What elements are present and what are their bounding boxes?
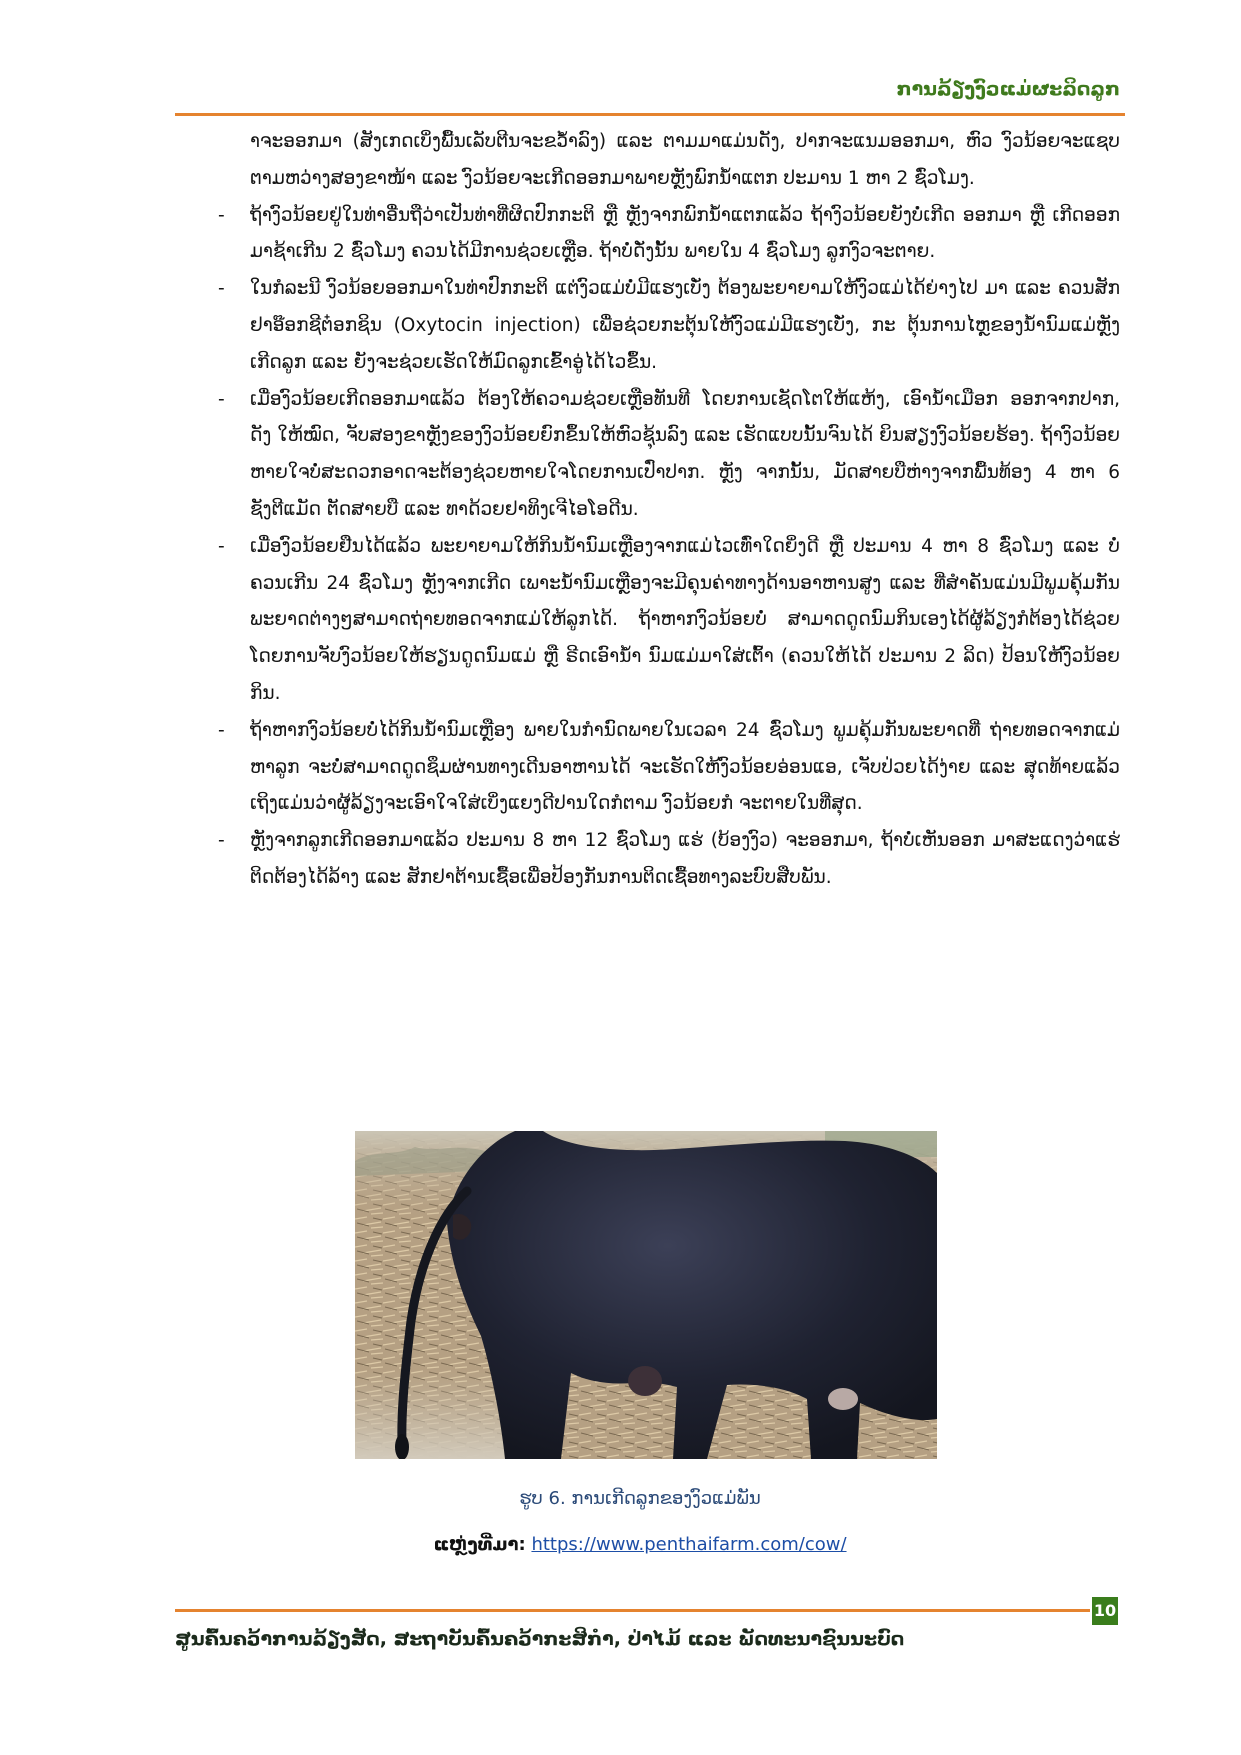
tail-tuft <box>395 1434 409 1459</box>
list-item <box>218 529 1120 713</box>
source-label: ແຫຼ່ງທີ່ມາ: <box>433 1534 526 1555</box>
light-patch <box>828 1388 858 1410</box>
list-item <box>218 382 1120 529</box>
bullet-marker: - <box>218 278 225 300</box>
list-item <box>218 713 1120 823</box>
list-item <box>218 823 1120 897</box>
cow-udder <box>628 1366 662 1396</box>
figure-caption: ຮູບ 6. ການເກີດລູກຂອງງົວແມ່ພັນ <box>519 1488 761 1509</box>
page-number-badge: 10 <box>1092 1597 1118 1625</box>
footer-organization: ສູນຄົ້ນຄວ້າການລ້ຽງສັດ, ສະຖາບັນຄົ້ນຄວ້າກະສິກຳ, ປ່າໄມ້ ແລະ ພັດທະນາຊົນນະບົດ <box>175 1628 905 1650</box>
list-item-text: ຖ້າງົວນ້ອຍຢູ່ໃນທ່າອື່ນຖືວ່າເປັນທ່າທີ່ຜິດປົກກະຕິ ຫຼື ຫຼັງຈາກພົກນ້ຳແຕກແລ້ວ ຖ້າງົວນ້ອຍຍັງບໍ່ເກີດ ອອກມາ ຫຼື ເກີດອອກມາຊ້າເກີນ 2 ຊົ່ວໂມງ ຄວນໄດ້ມີການຊ່ວຍເຫຼືອ. ຖ້າບໍ່ດັ່ງນັ້ນ ພາຍໃນ 4 ຊົ່ວໂມງ ລູກງົວຈະຕາຍ. <box>250 204 1120 263</box>
intro-text: າຈະອອກມາ (ສັງເກດເບິ່ງພື້ນເລັບຕີນຈະຂວ້ຳລົງ) ແລະ ຕາມມາແມ່ນດັງ, ປາກຈະແນມອອກມາ, ຫົວ ງົວນ້ອຍຈະແຊບຕາມຫວ່າງສອງຂາໜ້າ ແລະ ງົວນ້ອຍຈະເກີດອອກມາພາຍຫຼັງພົກນ້ຳແຕກ ປະມານ 1 ຫາ 2 ຊົ່ວໂມງ. <box>250 131 1120 189</box>
body-text <box>218 124 1120 897</box>
figure-photo <box>355 1131 937 1459</box>
list-item-text: ຫຼັງຈາກລູກເກີດອອກມາແລ້ວ ປະມານ 8 ຫາ 12 ຊົ່ວໂມງ ແຮ່ (ບ້ອງງົວ) ຈະອອກມາ, ຖ້າບໍ່ເຫັນອອກ ມາສະແດງວ່າແຮ່ຕິດຕ້ອງໄດ້ລ້າງ ແລະ ສັກຢາຕ້ານເຊື້ອເພື່ອປ້ອງກັນການຕິດເຊື້ອທາງລະບົບສືບພັນ. <box>250 830 1120 888</box>
figure-source <box>340 1534 940 1555</box>
bullet-marker: - <box>218 719 225 741</box>
header-rule <box>175 113 1125 116</box>
list-item-text: ເມື່ອງົວນ້ອຍຢືນໄດ້ແລ້ວ ພະຍາຍາມໃຫ້ກິນນ້ຳນົມເຫຼືອງຈາກແມ່ໄວເທົ່າໃດຍິ່ງດີ ຫຼື ປະມານ 4 ຫາ 8 ຊົ່ວໂມງ ແລະ ບໍ່ຄວນເກີນ 24 ຊົ່ວໂມງ ຫຼັງຈາກເກີດ ເພາະນ້ຳນົມເຫຼືອງຈະມີຄຸນຄ່າທາງດ້ານອາຫານສູງ ແລະ ທີ່ສຳຄັນແມ່ນມີພູມຄຸ້ມກັນພະຍາດຕ່າງໆສາມາດຖ່າຍທອດຈາກແມ່ໃຫ້ລູກໄດ້. ຖ້າຫາກງົວນ້ອຍບໍ່ ສາມາດດູດນົມກິນເອງໄດ້ຜູ້ລ້ຽງກໍຕ້ອງໄດ້ຊ່ວຍ ໂດຍການຈັບງົວນ້ອຍໃຫ້ຮຽນດູດນົມແມ່ ຫຼື ຣີດເອົານ້ຳ ນົມແມ່ມາໃສ່ເຕົ້າ (ຄວນໃຫ້ໄດ້ ປະມານ 2 ລິດ) ປ້ອນໃຫ້ງົວນ້ອຍກິນ. <box>250 535 1120 704</box>
footer-rule <box>175 1609 1090 1612</box>
list-item-text: ເມື່ອງົວນ້ອຍເກີດອອກມາແລ້ວ ຕ້ອງໃຫ້ຄວາມຊ່ວຍເຫຼືອທັນທີ ໂດຍການເຊັດໂຕໃຫ້ແຫ້ງ, ເອົານ້ຳເມືອກ ອອກຈາກປາກ, ດັງ ໃຫ້ໝົດ, ຈັບສອງຂາຫຼັງຂອງງົວນ້ອຍຍົກຂຶ້ນໃຫ້ຫົວຊຸ້ນລົງ ແລະ ເຮັດແບບນັ້ນຈົນໄດ້ ຍິນສຽງງົວນ້ອຍຮ້ອງ. ຖ້າງົວນ້ອຍຫາຍໃຈບໍ່ສະດວກອາດຈະຕ້ອງຊ່ວຍຫາຍໃຈໂດຍການເປົ່າປາກ. ຫຼັງ ຈາກນັ້ນ, ມັດສາຍບືຫ່າງຈາກພື້ນທ້ອງ 4 ຫາ 6 ຊັງຕີແມັດ ຕັດສາຍບື ແລະ ທາດ້ວຍຢາທິງເຈີໄອໂອດີນ. <box>250 388 1120 520</box>
intro-paragraph <box>218 124 1120 198</box>
bullet-marker: - <box>218 535 225 557</box>
cow-calving-photo <box>355 1131 937 1459</box>
source-link[interactable]: https://www.penthaifarm.com/cow/ <box>531 1534 847 1555</box>
running-header-title: ການລ້ຽງງົວແມ່ຜະລິດລູກ <box>896 78 1120 100</box>
bullet-marker: - <box>218 204 225 226</box>
list-item <box>218 198 1120 272</box>
list-item <box>218 271 1120 381</box>
light-ground-patch <box>355 1369 515 1459</box>
list-item-text: ຖ້າຫາກງົວນ້ອຍບໍ່ໄດ້ກິນນ້ຳນົມເຫຼືອງ ພາຍໃນກຳນົດພາຍໃນເວລາ 24 ຊົ່ວໂມງ ພູມຄຸ້ມກັນພະຍາດທີ່ ຖ່າຍທອດຈາກແມ່ຫາລູກ ຈະບໍ່ສາມາດດູດຊຶມຜ່ານທາງເດີນອາຫານໄດ້ ຈະເຮັດໃຫ້ງົວນ້ອຍອ່ອນແອ, ເຈັບປ່ວຍໄດ້ງ່າຍ ແລະ ສຸດທ້າຍແລ້ວເຖິງແມ່ນວ່າຜູ້ລ້ຽງຈະເອົາໃຈໃສ່ເບິ່ງແຍງດີປານໃດກໍຕາມ ງົວນ້ອຍກໍ ຈະຕາຍໃນທີ່ສຸດ. <box>250 719 1120 815</box>
list-item-text: ໃນກໍລະນີ ງົວນ້ອຍອອກມາໃນທ່າປົກກະຕິ ແຕ່ງົວແມ່ບໍ່ມີແຮງເບັ່ງ ຕ້ອງພະຍາຍາມໃຫ້ງົວແມ່ໄດ້ຍ່າງໄປ ມາ ແລະ ຄວນສັກຢາອ໊ອກຊີຕ໋ອກຊິນ (Oxytocin injection) ເພື່ອຊ່ວຍກະຕຸ້ນໃຫ້ງົວແມ່ມີແຮງເບັ່ງ, ກະ ຕຸ້ນການໄຫຼຂອງນ້ຳນົມແມ່ຫຼັງເກີດລູກ ແລະ ຍັງຈະຊ່ວຍເຮັດໃຫ້ມົດລູກເຂົ້າອູ່ໄດ້ໄວຂຶ້ນ. <box>250 278 1120 373</box>
bullet-marker: - <box>218 388 225 410</box>
bullet-marker: - <box>218 830 225 852</box>
